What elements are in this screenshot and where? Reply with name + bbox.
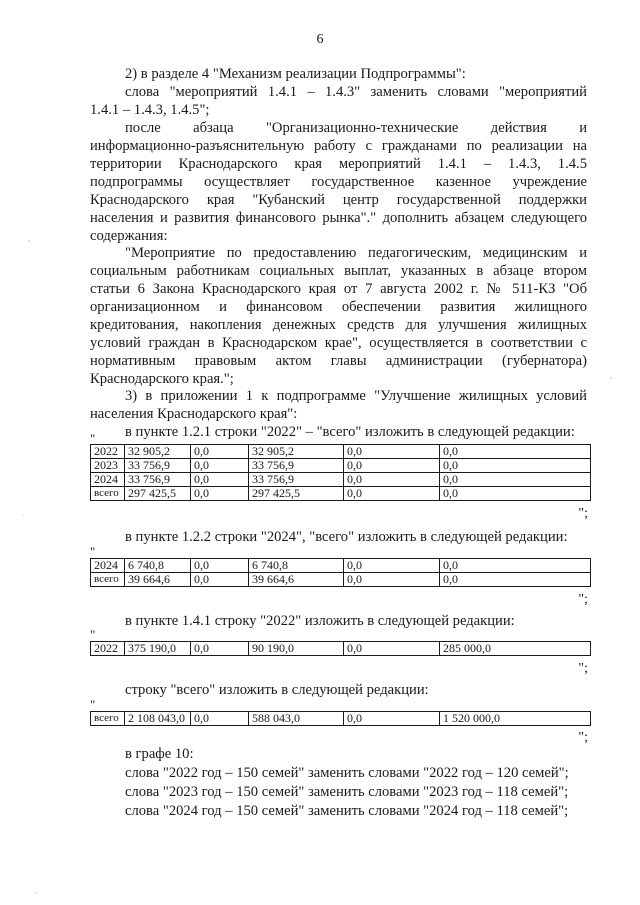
- text-line: организационном и финансовом обеспечении развития жилищного: [90, 299, 587, 315]
- table-row: [91, 642, 591, 656]
- text-line: "Мероприятие по предоставлению педагогическим, медицинским и: [125, 245, 587, 261]
- quote-open: ": [90, 544, 96, 559]
- value-cell: 0,0: [344, 487, 440, 501]
- row-label-cell: 2024: [91, 473, 125, 487]
- table-row: [91, 712, 591, 726]
- text-line: населения и развития финансового рынка"." дополнить абзацем следующего: [90, 210, 587, 226]
- value-cell: 0,0: [191, 473, 249, 487]
- text-line: 1.4.1 – 1.4.3, 1.4.5";: [90, 102, 210, 118]
- amendment-table: [90, 711, 591, 726]
- amendment-table: [90, 444, 591, 501]
- row-label-cell: 2022: [91, 642, 125, 656]
- value-cell: 0,0: [440, 459, 591, 473]
- text-line: слова "мероприятий 1.4.1 – 1.4.3" заменить словами "мероприятий: [125, 84, 587, 100]
- value-cell: 32 905,2: [125, 445, 191, 459]
- value-cell: 2 108 043,0: [125, 712, 191, 726]
- value-cell: 0,0: [191, 459, 249, 473]
- text-line: после абзаца "Организационно-технические действия и: [125, 120, 587, 136]
- text-line: в пункте 1.2.2 строки "2024", "всего" изложить в следующей редакции:: [125, 529, 568, 545]
- value-cell: 33 756,9: [249, 473, 344, 487]
- value-cell: 0,0: [440, 445, 591, 459]
- value-cell: 0,0: [440, 573, 591, 587]
- text-line: содержания:: [90, 228, 168, 244]
- value-cell: 0,0: [344, 559, 440, 573]
- table-row: [91, 487, 591, 501]
- text-line: нормативным правовым актом главы администрации (губернатора): [90, 353, 587, 369]
- row-label-cell: всего: [91, 487, 125, 501]
- text-line: в графе 10:: [125, 746, 194, 762]
- value-cell: 6 740,8: [249, 559, 344, 573]
- table-row: [91, 459, 591, 473]
- value-cell: 32 905,2: [249, 445, 344, 459]
- value-cell: 1 520 000,0: [440, 712, 591, 726]
- row-label-cell: всего: [91, 573, 125, 587]
- text-line: в пункте 1.2.1 строки "2022" – "всего" изложить в следующей редакции:: [125, 424, 575, 440]
- value-cell: 0,0: [191, 487, 249, 501]
- value-cell: 588 043,0: [249, 712, 344, 726]
- value-cell: 297 425,5: [125, 487, 191, 501]
- value-cell: 0,0: [440, 487, 591, 501]
- text-line: территории Краснодарского края мероприятий 1.4.1 – 1.4.3, 1.4.5: [90, 156, 587, 172]
- quote-open: ": [90, 697, 96, 712]
- row-label-cell: всего: [91, 712, 125, 726]
- value-cell: 0,0: [344, 642, 440, 656]
- text-line: кредитования, накопления денежных средств для улучшения жилищных: [90, 317, 587, 333]
- text-line: населения Краснодарского края":: [90, 406, 298, 422]
- value-cell: 39 664,6: [125, 573, 191, 587]
- value-cell: 33 756,9: [125, 459, 191, 473]
- text-line: слова "2024 год – 150 семей" заменить словами "2024 год – 118 семей";: [125, 803, 569, 819]
- value-cell: 0,0: [191, 712, 249, 726]
- value-cell: 0,0: [344, 445, 440, 459]
- quote-open: ": [90, 431, 96, 446]
- value-cell: 33 756,9: [249, 459, 344, 473]
- amendment-table: [90, 641, 591, 656]
- text-line: 2) в разделе 4 "Механизм реализации Подпрограммы":: [125, 66, 466, 82]
- value-cell: 0,0: [191, 445, 249, 459]
- text-line: Краснодарского края.";: [90, 371, 234, 387]
- value-cell: 0,0: [191, 573, 249, 587]
- text-line: слова "2022 год – 150 семей" заменить словами "2022 год – 120 семей";: [125, 765, 569, 781]
- table-row: [91, 473, 591, 487]
- value-cell: 33 756,9: [125, 473, 191, 487]
- text-line: 3) в приложении 1 к подпрограмме "Улучшение жилищных условий: [125, 388, 587, 404]
- text-line: социальным работникам социальных выплат, указанных в абзаце втором: [90, 263, 587, 279]
- page-number: 6: [316, 32, 324, 47]
- quote-close: ";: [578, 730, 588, 745]
- value-cell: 90 190,0: [249, 642, 344, 656]
- text-line: в пункте 1.4.1 строку "2022" изложить в следующей редакции:: [125, 613, 515, 629]
- table-row: [91, 445, 591, 459]
- quote-close: ";: [578, 506, 588, 521]
- value-cell: 0,0: [191, 559, 249, 573]
- value-cell: 0,0: [440, 473, 591, 487]
- text-line: информационно-разъяснительную работу с гражданами по реализации на: [90, 138, 587, 154]
- text-line: Краснодарского края "Кубанский центр государственной поддержки: [90, 192, 587, 208]
- quote-close: ";: [578, 592, 588, 607]
- value-cell: 6 740,8: [125, 559, 191, 573]
- table-row: [91, 559, 591, 573]
- amendment-table: [90, 558, 591, 587]
- text-line: статьи 6 Закона Краснодарского края от 7 августа 2002 г. № 511-КЗ "Об: [90, 281, 587, 297]
- value-cell: 0,0: [344, 573, 440, 587]
- value-cell: 0,0: [344, 459, 440, 473]
- text-line: слова "2023 год – 150 семей" заменить словами "2023 год – 118 семей";: [125, 784, 569, 800]
- quote-open: ": [90, 627, 96, 642]
- table-row: [91, 573, 591, 587]
- row-label-cell: 2023: [91, 459, 125, 473]
- value-cell: 0,0: [191, 642, 249, 656]
- row-label-cell: 2022: [91, 445, 125, 459]
- quote-close: ";: [578, 661, 588, 676]
- value-cell: 285 000,0: [440, 642, 591, 656]
- value-cell: 375 190,0: [125, 642, 191, 656]
- value-cell: 0,0: [344, 473, 440, 487]
- row-label-cell: 2024: [91, 559, 125, 573]
- text-line: строку "всего" изложить в следующей редакции:: [125, 682, 429, 698]
- value-cell: 39 664,6: [249, 573, 344, 587]
- text-line: подпрограммы осуществляет государственное казенное учреждение: [90, 174, 587, 190]
- value-cell: 0,0: [440, 559, 591, 573]
- value-cell: 0,0: [344, 712, 440, 726]
- value-cell: 297 425,5: [249, 487, 344, 501]
- text-line: условий граждан в Краснодарском крае", осуществляется в соответствии с: [90, 335, 587, 351]
